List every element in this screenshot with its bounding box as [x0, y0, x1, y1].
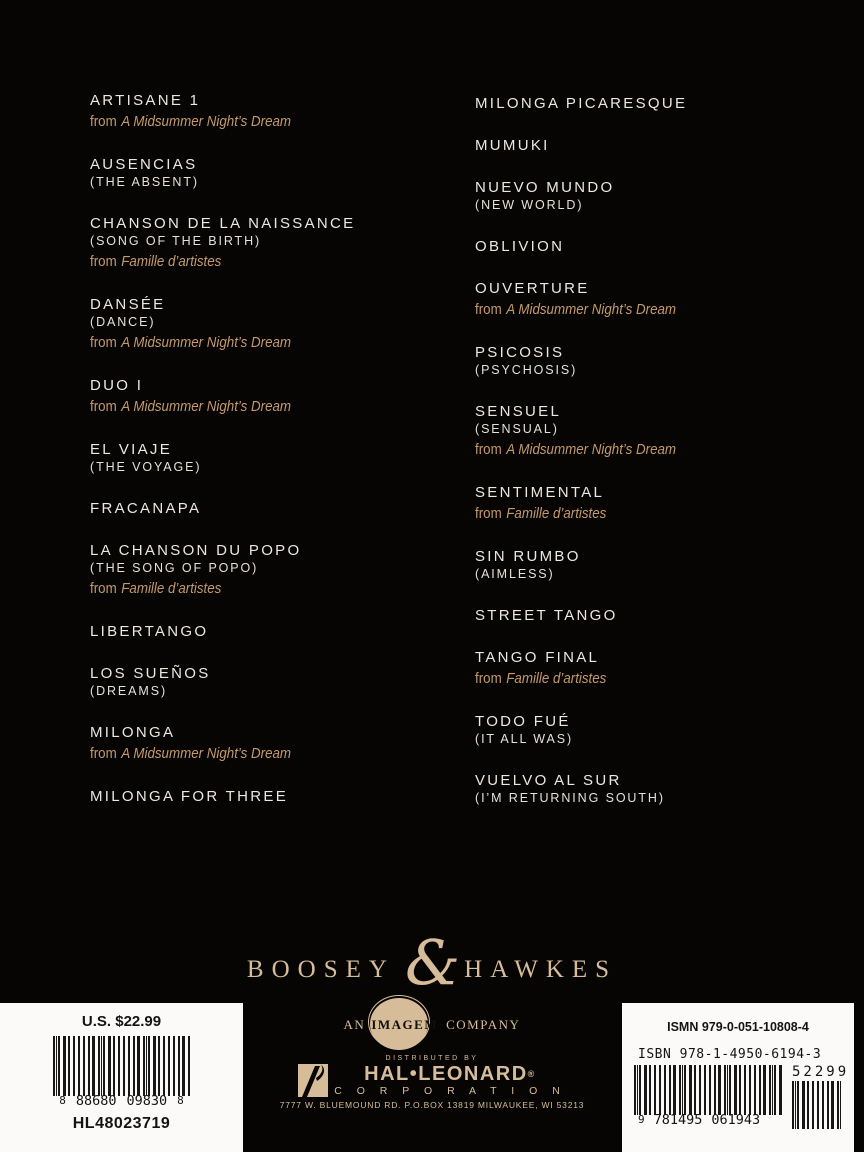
song-list-left-column: [90, 92, 460, 830]
from-label: from: [90, 114, 117, 130]
source-work-title: Famille d’artistes: [121, 581, 222, 597]
boosey-hawkes-logo: [0, 926, 864, 999]
song-list-right-column: [475, 95, 845, 831]
song-title: EL VIAJE: [90, 441, 173, 458]
song-title: CHANSON DE LA NAISSANCE: [90, 215, 356, 232]
isbn-barcode-panel: [622, 1003, 854, 1152]
song-entry: [475, 344, 845, 378]
source-work-title: A Midsummer Night’s Dream: [121, 335, 292, 351]
song-translation: (I’M RETURNING SOUTH): [475, 791, 665, 805]
hal-leonard-quill-icon: [298, 1064, 328, 1097]
song-title: MILONGA FOR THREE: [90, 788, 289, 805]
upc-digits: [0, 1094, 243, 1108]
price-label: U.S. $22.99: [81, 1013, 162, 1030]
source-work-title: Famille d’artistes: [506, 671, 607, 687]
ean-digit-first: 9: [638, 1113, 645, 1126]
song-title: MUMUKI: [475, 137, 550, 154]
ean-barcode-icon: [634, 1065, 784, 1115]
from-label: from: [475, 506, 502, 522]
song-title: LIBERTANGO: [90, 623, 209, 640]
song-entry: [90, 665, 460, 699]
addon-price-code: 52299: [792, 1064, 850, 1080]
song-title: LOS SUEÑOS: [90, 665, 211, 682]
song-title: FRACANAPA: [90, 500, 202, 517]
upc-digit-group2: 09830: [126, 1093, 168, 1109]
source-work-title: A Midsummer Night’s Dream: [506, 442, 677, 458]
song-entry: [475, 238, 845, 255]
song-entry: [90, 623, 460, 640]
song-translation: (SONG OF THE BIRTH): [90, 234, 262, 248]
from-label: from: [475, 442, 502, 458]
song-title: SENTIMENTAL: [475, 484, 605, 501]
song-title: SENSUEL: [475, 403, 562, 420]
ean-barcode-block: [634, 1065, 784, 1127]
ismn-number: ISMN 979-0-051-10808-4: [667, 1020, 809, 1034]
imagem-wordmark: IMAGEM: [371, 1017, 439, 1032]
isbn-number: ISBN 978-1-4950-6194-3: [638, 1047, 822, 1062]
upc-digit-group1: 88680: [75, 1093, 117, 1109]
song-title: ARTISANE 1: [90, 92, 201, 109]
imagem-company-label: COMPANY: [446, 1017, 521, 1032]
song-entry: [90, 788, 460, 805]
song-translation: (NEW WORLD): [475, 198, 584, 212]
catalog-number: HL48023719: [72, 1115, 171, 1132]
song-entry: [475, 484, 845, 523]
ean-digits: [638, 1113, 784, 1127]
song-source-work: [90, 580, 430, 598]
upc-barcode-panel: [0, 1003, 243, 1152]
song-title: TODO FUÉ: [475, 713, 571, 730]
source-work-title: A Midsummer Night’s Dream: [121, 746, 292, 762]
corporation-label: C O R P O R A T I O N: [334, 1085, 566, 1097]
song-entry: [475, 137, 845, 154]
song-entry: [90, 724, 460, 763]
song-source-work: [90, 113, 430, 131]
song-title: MILONGA PICARESQUE: [475, 95, 688, 112]
song-source-work: [475, 301, 815, 319]
song-entry: [90, 441, 460, 475]
song-entry: [90, 296, 460, 352]
addon-barcode-block: [792, 1064, 850, 1129]
from-label: from: [475, 302, 502, 318]
song-entry: [475, 403, 845, 459]
upc-digit-last: 8: [177, 1094, 184, 1107]
song-title: LA CHANSON DU POPO: [90, 542, 302, 559]
song-translation: (SENSUAL): [475, 422, 559, 436]
song-source-work: [475, 670, 815, 688]
from-label: from: [90, 335, 117, 351]
song-title: DUO I: [90, 377, 144, 394]
song-source-work: [90, 745, 430, 763]
song-entry: [475, 649, 845, 688]
song-entry: [90, 156, 460, 190]
hal-leonard-wordmark: HAL•LEONARD®: [364, 1063, 536, 1085]
source-work-title: Famille d’artistes: [506, 506, 607, 522]
song-entry: [475, 179, 845, 213]
boosey-wordmark: BOOSEY: [246, 956, 395, 983]
song-source-work: [475, 505, 815, 523]
song-entry: [90, 377, 460, 416]
song-entry: [90, 542, 460, 598]
song-translation: (DREAMS): [90, 684, 168, 698]
song-title: VUELVO AL SUR: [475, 772, 622, 789]
song-source-work: [475, 441, 815, 459]
song-entry: [475, 280, 845, 319]
song-title: PSICOSIS: [475, 344, 565, 361]
song-source-work: [90, 253, 430, 271]
song-translation: (THE VOYAGE): [90, 460, 202, 474]
publisher-address: 7777 W. BLUEMOUND RD. P.O.BOX 13819 MILWAUKEE, WI 53213: [279, 1100, 585, 1110]
hawkes-wordmark: HAWKES: [464, 956, 618, 983]
song-entry: [90, 500, 460, 517]
song-title: OBLIVION: [475, 238, 565, 255]
registered-trademark-icon: ®: [527, 1069, 536, 1079]
from-label: from: [90, 254, 117, 270]
song-entry: [475, 95, 845, 112]
song-title: NUEVO MUNDO: [475, 179, 615, 196]
from-label: from: [475, 671, 502, 687]
song-translation: (PSYCHOSIS): [475, 363, 578, 377]
song-translation: (THE ABSENT): [90, 175, 199, 189]
song-translation: (AIMLESS): [475, 567, 555, 581]
imagem-an-label: AN: [343, 1017, 366, 1032]
from-label: from: [90, 399, 117, 415]
source-work-title: A Midsummer Night’s Dream: [506, 302, 677, 318]
ampersand-glyph: &: [404, 926, 461, 999]
source-work-title: A Midsummer Night’s Dream: [121, 399, 292, 415]
from-label: from: [90, 746, 117, 762]
song-title: DANSÉE: [90, 296, 166, 313]
song-title: OUVERTURE: [475, 280, 590, 297]
song-entry: [475, 548, 845, 582]
song-entry: [90, 92, 460, 131]
source-work-title: A Midsummer Night’s Dream: [121, 114, 292, 130]
distributed-by-label: DISTRIBUTED BY: [385, 1055, 479, 1062]
ean-digit-group1: 781495: [653, 1112, 703, 1128]
upc-digit-first: 8: [59, 1094, 66, 1107]
song-entry: [90, 215, 460, 271]
song-entry: [475, 607, 845, 624]
song-title: SIN RUMBO: [475, 548, 581, 565]
song-entry: [475, 772, 845, 806]
song-entry: [475, 713, 845, 747]
source-work-title: Famille d’artistes: [121, 254, 222, 270]
song-translation: (THE SONG OF POPO): [90, 561, 259, 575]
ean-digit-group2: 061943: [711, 1112, 761, 1128]
song-source-work: [90, 334, 430, 352]
song-title: TANGO FINAL: [475, 649, 600, 666]
song-translation: (DANCE): [90, 315, 156, 329]
song-title: STREET TANGO: [475, 607, 618, 624]
song-title: MILONGA: [90, 724, 176, 741]
upc-barcode-icon: [53, 1036, 191, 1096]
from-label: from: [90, 581, 117, 597]
song-translation: (IT ALL WAS): [475, 732, 574, 746]
song-source-work: [90, 398, 430, 416]
song-title: AUSENCIAS: [90, 156, 198, 173]
addon-barcode-icon: [792, 1081, 842, 1129]
